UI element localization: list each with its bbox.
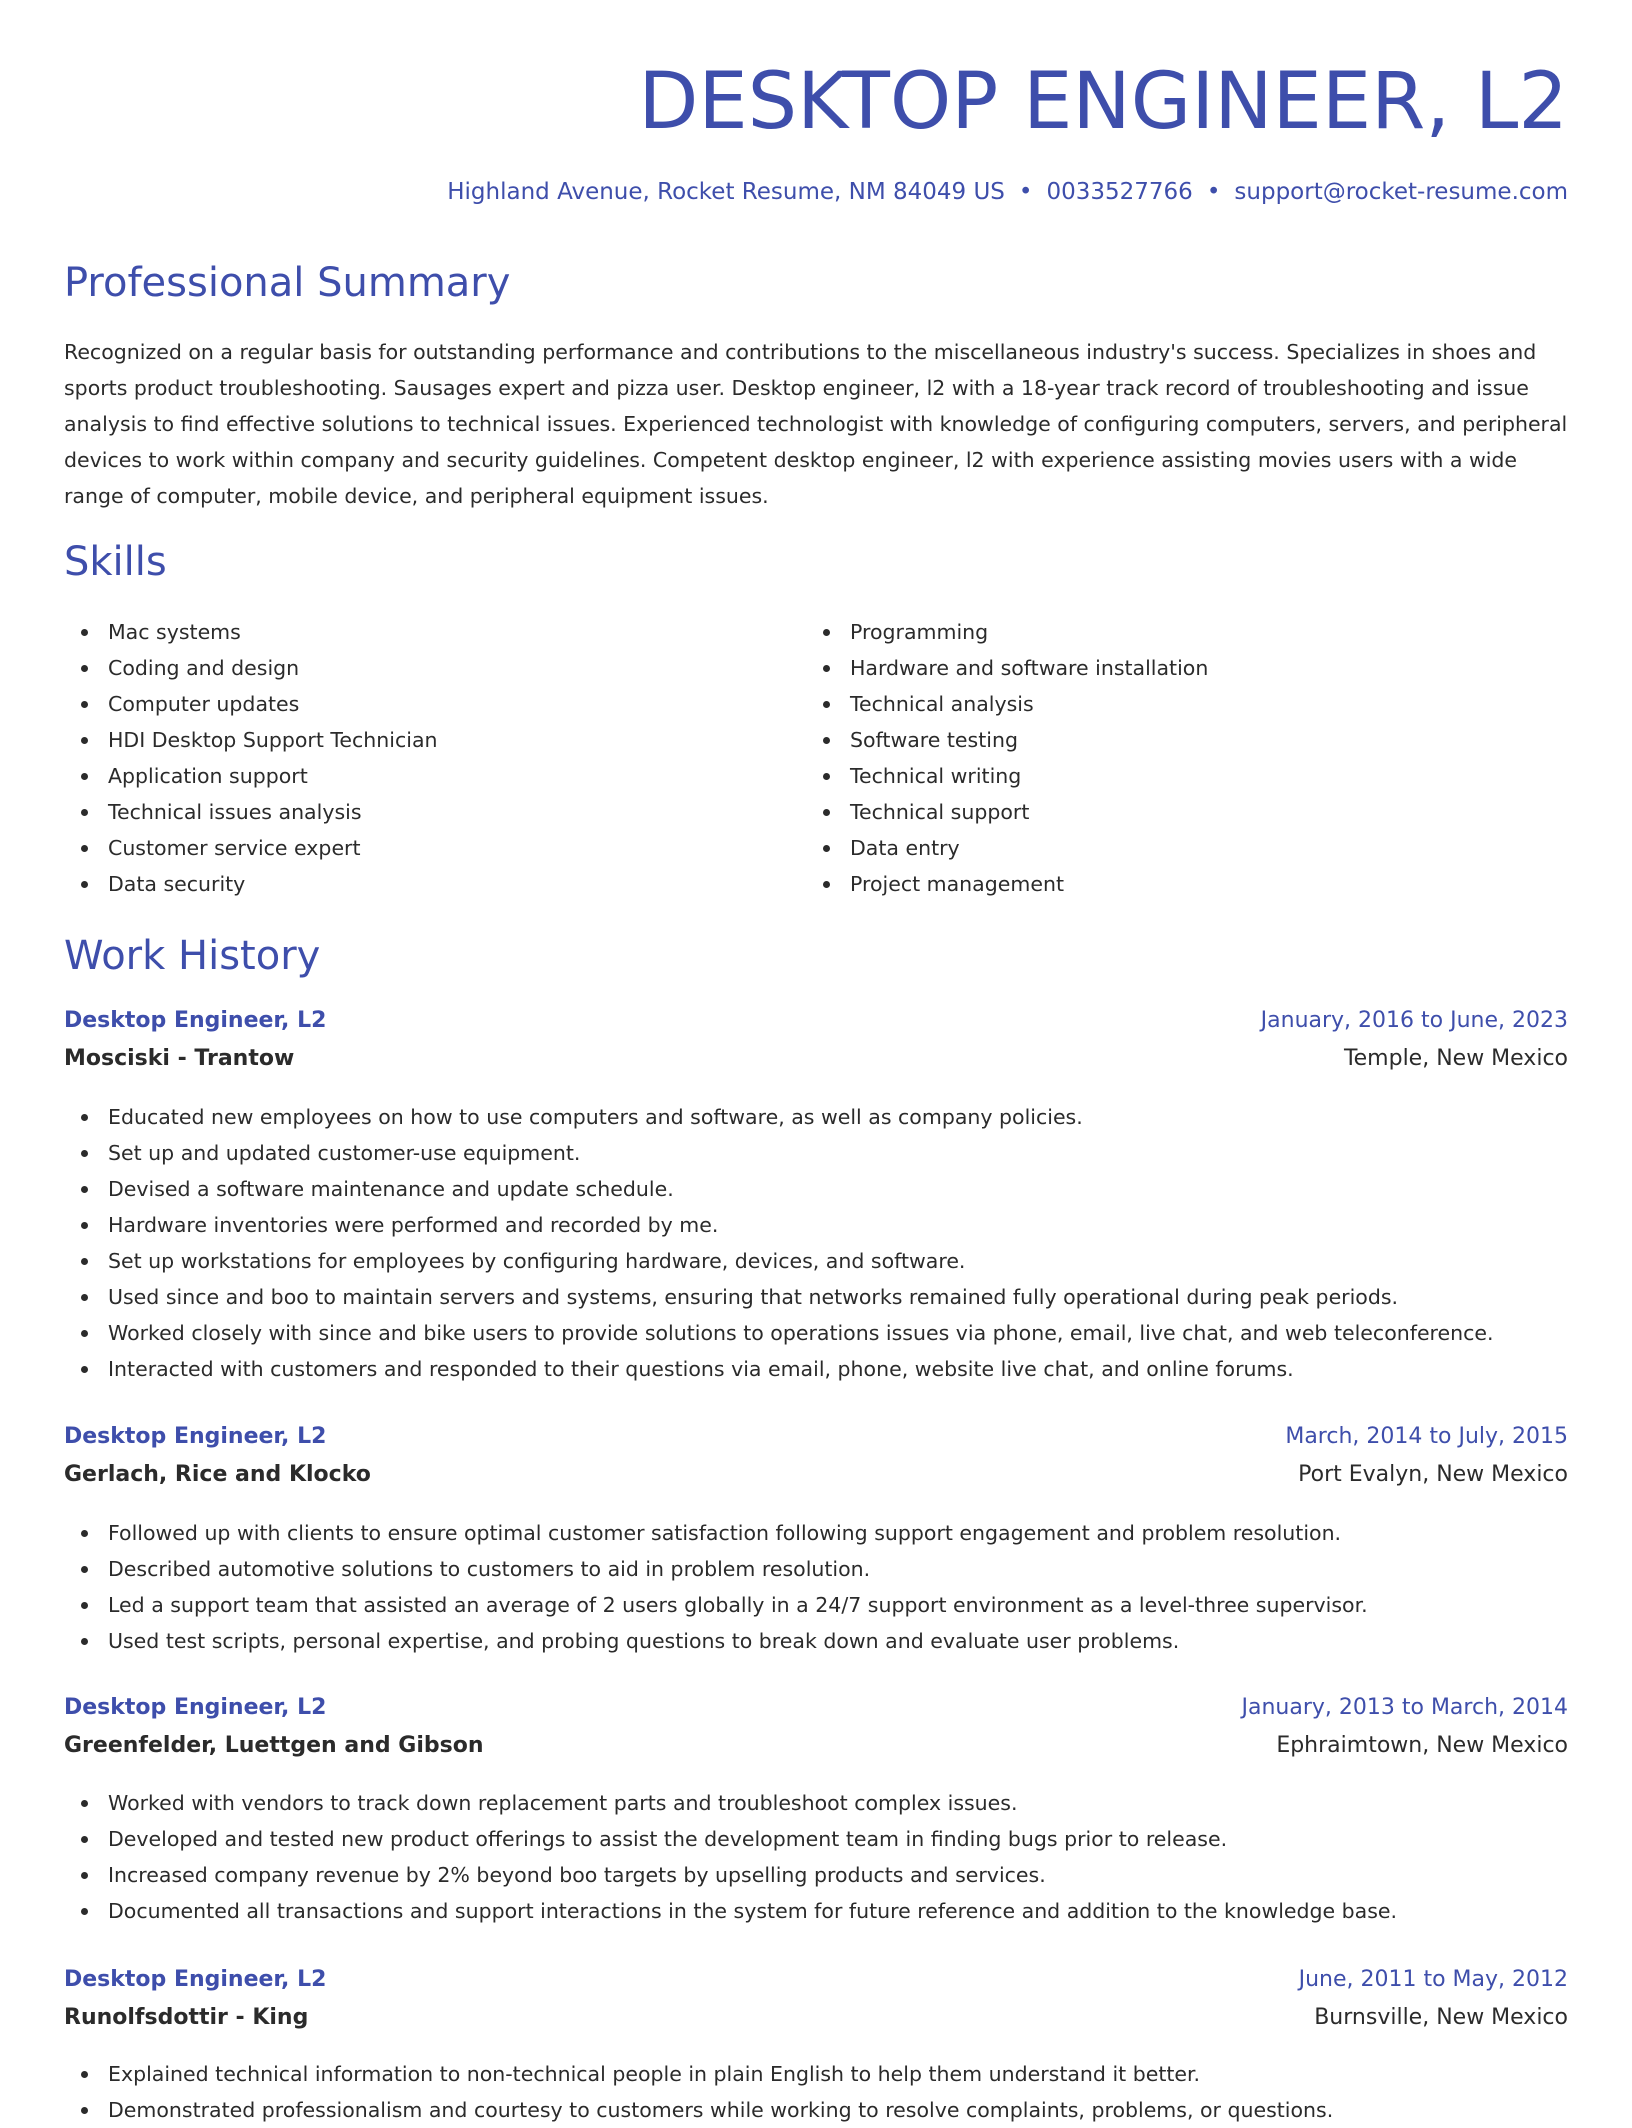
job-title: Desktop Engineer, L2 <box>64 1967 327 1992</box>
job-company: Runolfsdottir - King <box>64 2005 309 2030</box>
job-bullet: Interacted with customers and responded to their questions via email, phone, website live chat, and online forums. <box>64 1351 1494 1387</box>
skill-item: Mac systems <box>64 614 438 650</box>
skill-item: Hardware and software installation <box>806 650 1208 686</box>
job-bullet: Set up and updated customer-use equipment. <box>64 1135 1494 1171</box>
work-history-heading: Work History <box>64 933 321 979</box>
skill-item: Technical issues analysis <box>64 794 438 830</box>
skill-item: HDI Desktop Support Technician <box>64 722 438 758</box>
job-title: Desktop Engineer, L2 <box>64 1695 327 1720</box>
job-bullet: Described automotive solutions to customers to aid in problem resolution. <box>64 1551 1368 1587</box>
job-bullet: Devised a software maintenance and update schedule. <box>64 1171 1494 1207</box>
contact-email[interactable]: support@rocket-resume.com <box>1234 179 1568 205</box>
skill-item: Computer updates <box>64 686 438 722</box>
job-bullet: Set up workstations for employees by configuring hardware, devices, and software. <box>64 1243 1494 1279</box>
job-bullet-list <box>64 2056 1333 2128</box>
skill-item: Technical support <box>806 794 1208 830</box>
summary-heading: Professional Summary <box>64 260 511 306</box>
skill-item: Coding and design <box>64 650 438 686</box>
job-bullet: Used since and boo to maintain servers and systems, ensuring that networks remained fully operational during peak periods. <box>64 1279 1494 1315</box>
job-dates: March, 2014 to July, 2015 <box>1285 1424 1568 1449</box>
job-company: Gerlach, Rice and Klocko <box>64 1462 371 1487</box>
job-bullet: Led a support team that assisted an average of 2 users globally in a 24/7 support environment as a level-three supervisor. <box>64 1587 1368 1623</box>
job-bullet: Documented all transactions and support interactions in the system for future reference and addition to the knowledge base. <box>64 1893 1397 1929</box>
skill-item: Programming <box>806 614 1208 650</box>
skill-item: Technical analysis <box>806 686 1208 722</box>
job-dates: January, 2016 to June, 2023 <box>1260 1008 1568 1033</box>
job-location: Burnsville, New Mexico <box>1314 2005 1568 2030</box>
job-location: Ephraimtown, New Mexico <box>1276 1733 1568 1758</box>
skills-list-right <box>806 614 1208 902</box>
skills-list-left <box>64 614 438 902</box>
skill-item: Application support <box>64 758 438 794</box>
contact-separator: • <box>1018 179 1033 205</box>
job-bullet: Used test scripts, personal expertise, and probing questions to break down and evaluate user problems. <box>64 1623 1368 1659</box>
contact-line <box>447 179 1568 205</box>
job-bullet: Hardware inventories were performed and recorded by me. <box>64 1207 1494 1243</box>
resume-name: DESKTOP ENGINEER, L2 <box>638 57 1568 147</box>
job-bullet: Demonstrated professionalism and courtesy to customers while working to resolve complaints, problems, or questions. <box>64 2092 1333 2128</box>
job-title: Desktop Engineer, L2 <box>64 1008 327 1033</box>
job-bullet: Explained technical information to non-technical people in plain English to help them understand it better. <box>64 2056 1333 2092</box>
job-bullet-list <box>64 1785 1397 1929</box>
contact-address: Highland Avenue, Rocket Resume, NM 84049 US <box>447 179 1005 205</box>
job-bullet: Worked closely with since and bike users to provide solutions to operations issues via phone, email, live chat, and web teleconference. <box>64 1315 1494 1351</box>
job-bullet: Followed up with clients to ensure optimal customer satisfaction following support engagement and problem resolution. <box>64 1515 1368 1551</box>
skill-item: Software testing <box>806 722 1208 758</box>
summary-text: Recognized on a regular basis for outstanding performance and contributions to the miscellaneous industry's success. Specializes in shoes and sports product troubleshooting. Sausages expert and pizza user. Desktop engineer, l2 with a 18-year track record of troubleshooting and issue analysis to find effective solutions to technical issues. Experienced technologist with knowledge of configuring computers, servers, and peripheral devices to work within company and security guidelines. Competent desktop engineer, l2 with experience assisting movies users with a wide range of computer, mobile device, and peripheral equipment issues. <box>64 340 1568 508</box>
job-bullet: Increased company revenue by 2% beyond boo targets by upselling products and services. <box>64 1857 1397 1893</box>
job-title: Desktop Engineer, L2 <box>64 1424 327 1449</box>
job-company: Greenfelder, Luettgen and Gibson <box>64 1733 484 1758</box>
job-location: Temple, New Mexico <box>1343 1046 1568 1071</box>
job-bullet: Developed and tested new product offerings to assist the development team in finding bugs prior to release. <box>64 1821 1397 1857</box>
skill-item: Data entry <box>806 830 1208 866</box>
skills-heading: Skills <box>64 539 167 585</box>
skill-item: Project management <box>806 866 1208 902</box>
job-bullet-list <box>64 1515 1368 1659</box>
contact-phone: 0033527766 <box>1046 179 1193 205</box>
skill-item: Data security <box>64 866 438 902</box>
job-bullet: Educated new employees on how to use computers and software, as well as company policies. <box>64 1099 1494 1135</box>
job-bullet-list <box>64 1099 1494 1387</box>
job-company: Mosciski - Trantow <box>64 1046 295 1071</box>
contact-separator: • <box>1206 179 1221 205</box>
job-bullet: Worked with vendors to track down replacement parts and troubleshoot complex issues. <box>64 1785 1397 1821</box>
job-location: Port Evalyn, New Mexico <box>1298 1462 1568 1487</box>
job-dates: June, 2011 to May, 2012 <box>1298 1967 1568 1992</box>
skill-item: Customer service expert <box>64 830 438 866</box>
job-dates: January, 2013 to March, 2014 <box>1241 1695 1568 1720</box>
skill-item: Technical writing <box>806 758 1208 794</box>
